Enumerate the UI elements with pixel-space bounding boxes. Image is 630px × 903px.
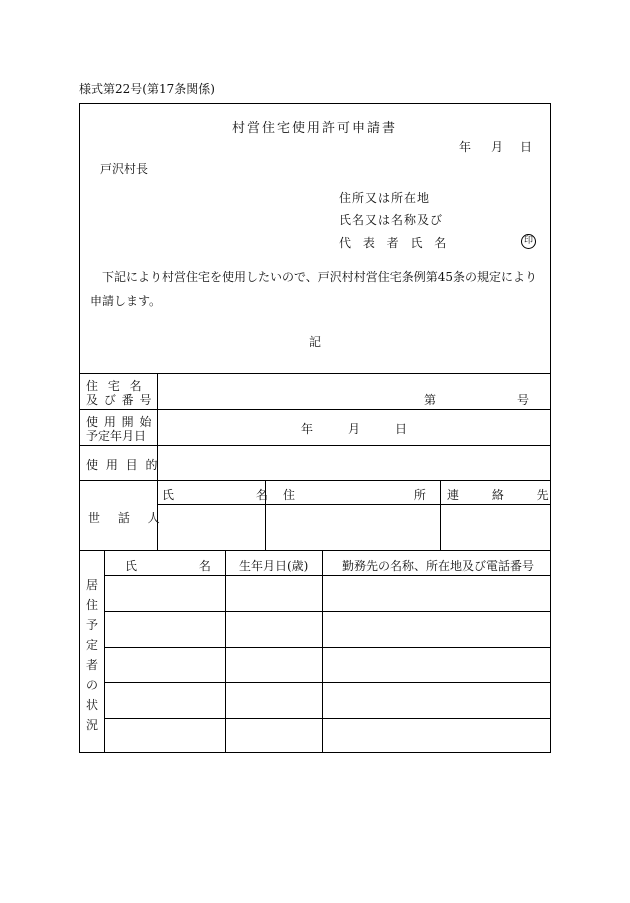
start-label-2: 予定年月日 (86, 429, 147, 443)
applicant-rep-label: 代 表 者 氏 名 (339, 236, 451, 250)
residents-label: 居 住 予 定 者 の 状 況 (85, 578, 98, 732)
date-year: 年 (459, 140, 472, 154)
ki-label: 記 (309, 335, 322, 349)
housing-label-1: 住 宅 名 (86, 379, 145, 393)
housing-no-suffix: 号 (517, 393, 530, 407)
form-number: 様式第22号(第17条関係) (79, 82, 215, 96)
start-day: 日 (395, 422, 408, 436)
body-text: 下記により村営住宅を使用したいので、戸沢村村営住宅条例第45条の規定により申請します。 (90, 270, 538, 308)
residents-col-work: 勤務先の名称、所在地及び電話番号 (342, 559, 535, 573)
purpose-label: 使 用 目 的 (86, 458, 160, 472)
start-label-1: 使 用 開 始 (86, 415, 153, 429)
addressee: 戸沢村長 (100, 162, 149, 176)
date-day: 日 (520, 140, 533, 154)
housing-label-2: 及 び 番 号 (86, 393, 153, 407)
residents-col-name: 氏 名 (125, 559, 211, 573)
form-title: 村営住宅使用許可申請書 (232, 121, 398, 136)
guarantor-col-address: 住 所 (283, 488, 426, 502)
residents-col-birth: 生年月日(歳) (239, 559, 309, 573)
start-month: 月 (348, 422, 361, 436)
seal-icon: 印 (521, 234, 536, 249)
guarantor-col-name: 氏 名 (162, 488, 268, 502)
applicant-address-label: 住所又は所在地 (339, 191, 431, 205)
start-year: 年 (301, 422, 314, 436)
date-month: 月 (491, 140, 504, 154)
applicant-name-label: 氏名又は名称及び (339, 213, 444, 227)
guarantor-col-contact: 連 絡 先 (447, 488, 549, 502)
housing-no-prefix: 第 (424, 393, 437, 407)
guarantor-label: 世 話 人 (88, 511, 167, 525)
